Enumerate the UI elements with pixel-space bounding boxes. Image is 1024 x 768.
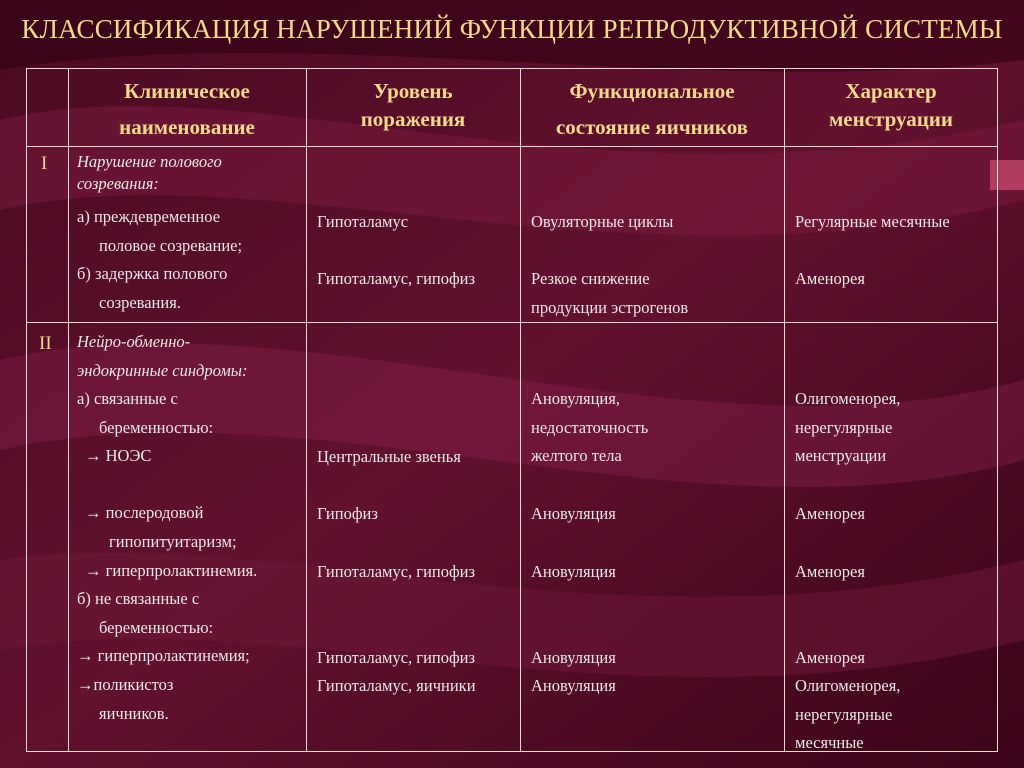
menses-cell: Регулярные месячные [795, 212, 950, 231]
item-line: →поликистоз [77, 674, 174, 694]
level-cell: Центральные звенья [317, 447, 461, 466]
grid-line [520, 69, 521, 751]
group-title [77, 151, 222, 195]
item-line: беременностью: [99, 417, 214, 437]
item-line: → НОЭС [85, 446, 152, 466]
row-number: I [41, 153, 48, 174]
menses-cell [795, 385, 900, 471]
ovary-line: желтого тела [531, 446, 622, 466]
item-line: б) не связанные с [77, 589, 200, 609]
ovary-line: продукции эстрогенов [531, 297, 689, 317]
header-damage-level [306, 75, 520, 135]
clinical-items [77, 385, 257, 728]
item-line: а) преждевременное [77, 207, 221, 226]
level-cell: Гипоталамус, гипофиз [317, 648, 476, 667]
menses-cell: Аменорея [795, 269, 865, 288]
item-line: → послеродовой [85, 503, 204, 523]
group-line: Нарушение полового [77, 152, 222, 171]
menses-cell [795, 672, 900, 758]
slide-title: КЛАССИФИКАЦИЯ НАРУШЕНИЙ ФУНКЦИИ РЕПРОДУКТИВНОЙ СИСТЕМЫ [21, 14, 1003, 44]
menses-cell: Аменорея [795, 562, 865, 581]
spacer [77, 471, 257, 500]
grid-line [27, 322, 997, 323]
level-cell: Гипоталамус, яичники [317, 676, 476, 695]
header-line: Клиническое [124, 79, 250, 103]
ovary-cell: Ановуляция [531, 676, 616, 695]
clinical-items [77, 203, 242, 317]
ovary-cell: Овуляторные циклы [531, 212, 674, 231]
ovary-line: недостаточность [531, 417, 649, 437]
ovary-cell [531, 385, 648, 471]
level-cell: Гипоталамус [317, 212, 409, 231]
header-line: менструации [828, 107, 954, 131]
header-line: Функциональное [569, 79, 735, 103]
item-line: б) задержка полового [77, 264, 228, 284]
group-line: эндокринные синдромы: [77, 360, 248, 380]
item-line: → гиперпролактинемия; [77, 646, 250, 666]
menses-line: нерегулярные [795, 704, 893, 724]
menses-cell: Аменорея [795, 648, 865, 667]
level-cell: Гипоталамус, гипофиз [317, 269, 476, 288]
menses-cell: Аменорея [795, 504, 865, 523]
group-line: созревания: [77, 174, 159, 193]
item-line: беременностью: [99, 617, 214, 637]
grid-line [68, 69, 69, 751]
menses-line: Олигоменорея, [795, 389, 901, 408]
group-line: Нейро-обменно- [77, 332, 191, 351]
header-line: Характер [845, 79, 937, 103]
header-ovary-state [520, 75, 784, 143]
header-line: наименование [119, 115, 255, 139]
header-menses [784, 75, 998, 135]
item-line: гипопитуитаризм; [109, 531, 237, 551]
grid-line [784, 69, 785, 751]
classification-table [26, 68, 998, 752]
menses-line: менструации [795, 446, 887, 466]
grid-line [27, 146, 997, 147]
level-cell: Гипофиз [317, 504, 378, 523]
item-line: яичников. [99, 703, 169, 723]
header-line: состояние яичников [555, 115, 749, 139]
ovary-cell: Ановуляция [531, 562, 616, 581]
grid-line [306, 69, 307, 751]
menses-line: месячные [795, 733, 864, 753]
item-line: → гиперпролактинемия. [85, 560, 258, 580]
ovary-cell: Ановуляция [531, 504, 616, 523]
header-clinical-name [68, 75, 306, 143]
ovary-line: Резкое снижение [531, 269, 650, 288]
ovary-cell: Ановуляция [531, 648, 616, 667]
item-line: а) связанные с [77, 389, 178, 408]
ovary-line: Ановуляция, [531, 389, 620, 408]
level-cell: Гипоталамус, гипофиз [317, 562, 476, 581]
item-line: созревания. [99, 292, 181, 312]
header-line: Уровень [373, 79, 453, 103]
group-title [77, 328, 247, 385]
ovary-cell [531, 265, 688, 322]
menses-line: Олигоменорея, [795, 676, 901, 695]
header-line: поражения [360, 107, 466, 131]
menses-line: нерегулярные [795, 417, 893, 437]
item-line: половое созревание; [99, 235, 243, 255]
row-number: II [39, 333, 52, 354]
